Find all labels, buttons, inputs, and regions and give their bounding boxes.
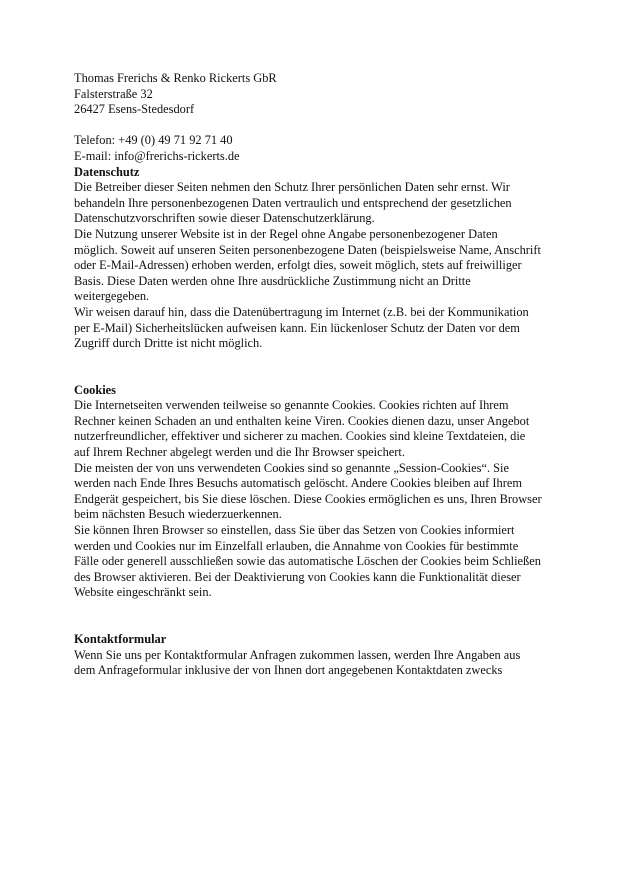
section-spacer: [74, 601, 564, 632]
cookies-paragraph-1: Die Internetseiten verwenden teilweise so genannte Cookies. Cookies richten auf Ihrem Rechner keinen Schaden an und enthalten keine Viren. Cookies dienen dazu, unser Angebot nutzerfreundlicher, effektiver und sicherer zu machen. Cookies sind kleine Textdateien, die auf Ihrem Rechner abgelegt werden und die Ihr Browser speichert.: [74, 398, 530, 460]
cookies-paragraph-2: Die meisten der von uns verwendeten Cookies sind so genannte „Session-Cookies“. Sie werden nach Ende Ihres Besuchs automatisch gelöscht. Andere Cookies bleiben auf Ihrem Endgerät gespeichert, bis Sie diese löschen. Diese Cookies ermöglichen es uns, Ihren Browser beim nächsten Besuch wiederzuerkennen.: [74, 460, 542, 522]
company-name: Thomas Frerichs & Renko Rickerts GbR: [74, 71, 277, 85]
email-line: [74, 149, 564, 165]
heading-datenschutz: Datenschutz: [74, 164, 140, 179]
city-postal: 26427 Esens-Stedesdorf: [74, 102, 195, 117]
kontaktformular-paragraph-1: Wenn Sie uns per Kontaktformular Anfragen zukommen lassen, werden Ihre Angaben aus dem Anfrageformular inklusive der von Ihnen dort angegebenen Kontaktdaten zwecks: [74, 647, 521, 678]
section-spacer: [74, 352, 564, 383]
street-address: Falsterstraße 32: [74, 86, 153, 101]
document-page: [74, 71, 564, 679]
datenschutz-paragraph-1: Die Betreiber dieser Seiten nehmen den Schutz Ihrer persönlichen Daten sehr ernst. Wir behandeln Ihre personenbezogenen Daten vertraulich und entsprechend der gesetzlichen Datenschutzvorschriften sowie dieser Datenschutzerklärung.: [74, 180, 512, 226]
email-link[interactable]: info@frerichs-rickerts.de: [114, 148, 240, 163]
datenschutz-paragraph-3: Wir weisen darauf hin, dass die Datenübertragung im Internet (z.B. bei der Kommunikation per E-Mail) Sicherheitslücken aufweisen kann. Ein lückenloser Schutz der Daten vor dem Zugriff durch Dritte ist nicht möglich.: [74, 304, 529, 351]
heading-kontaktformular: Kontaktformular: [74, 632, 167, 646]
cookies-paragraph-3: Sie können Ihren Browser so einstellen, dass Sie über das Setzen von Cookies informiert werden und Cookies nur im Einzelfall erlauben, die Annahme von Cookies für bestimmte Fälle oder generell ausschließen sowie das automatische Löschen der Cookies beim Schließen des Browser aktivieren. Bei der Deaktivierung von Cookies kann die Funktionalität dieser Website eingeschränkt sein.: [74, 523, 541, 600]
heading-cookies: Cookies: [74, 382, 116, 397]
phone-number: Telefon: +49 (0) 49 71 92 71 40: [74, 133, 233, 148]
address-block: [74, 71, 564, 118]
email-label: E-mail:: [74, 148, 115, 163]
datenschutz-paragraph-2: Die Nutzung unserer Website ist in der Regel ohne Angabe personenbezogener Daten möglich. Soweit auf unseren Seiten personenbezogene Daten (beispielsweise Name, Anschrift oder E-Mail-Adressen) erhoben werden, erfolgt dies, soweit möglich, stets auf freiwilliger Basis. Diese Daten werden ohne Ihre ausdrückliche Zustimmung nicht an Dritte weitergegeben.: [74, 226, 541, 304]
